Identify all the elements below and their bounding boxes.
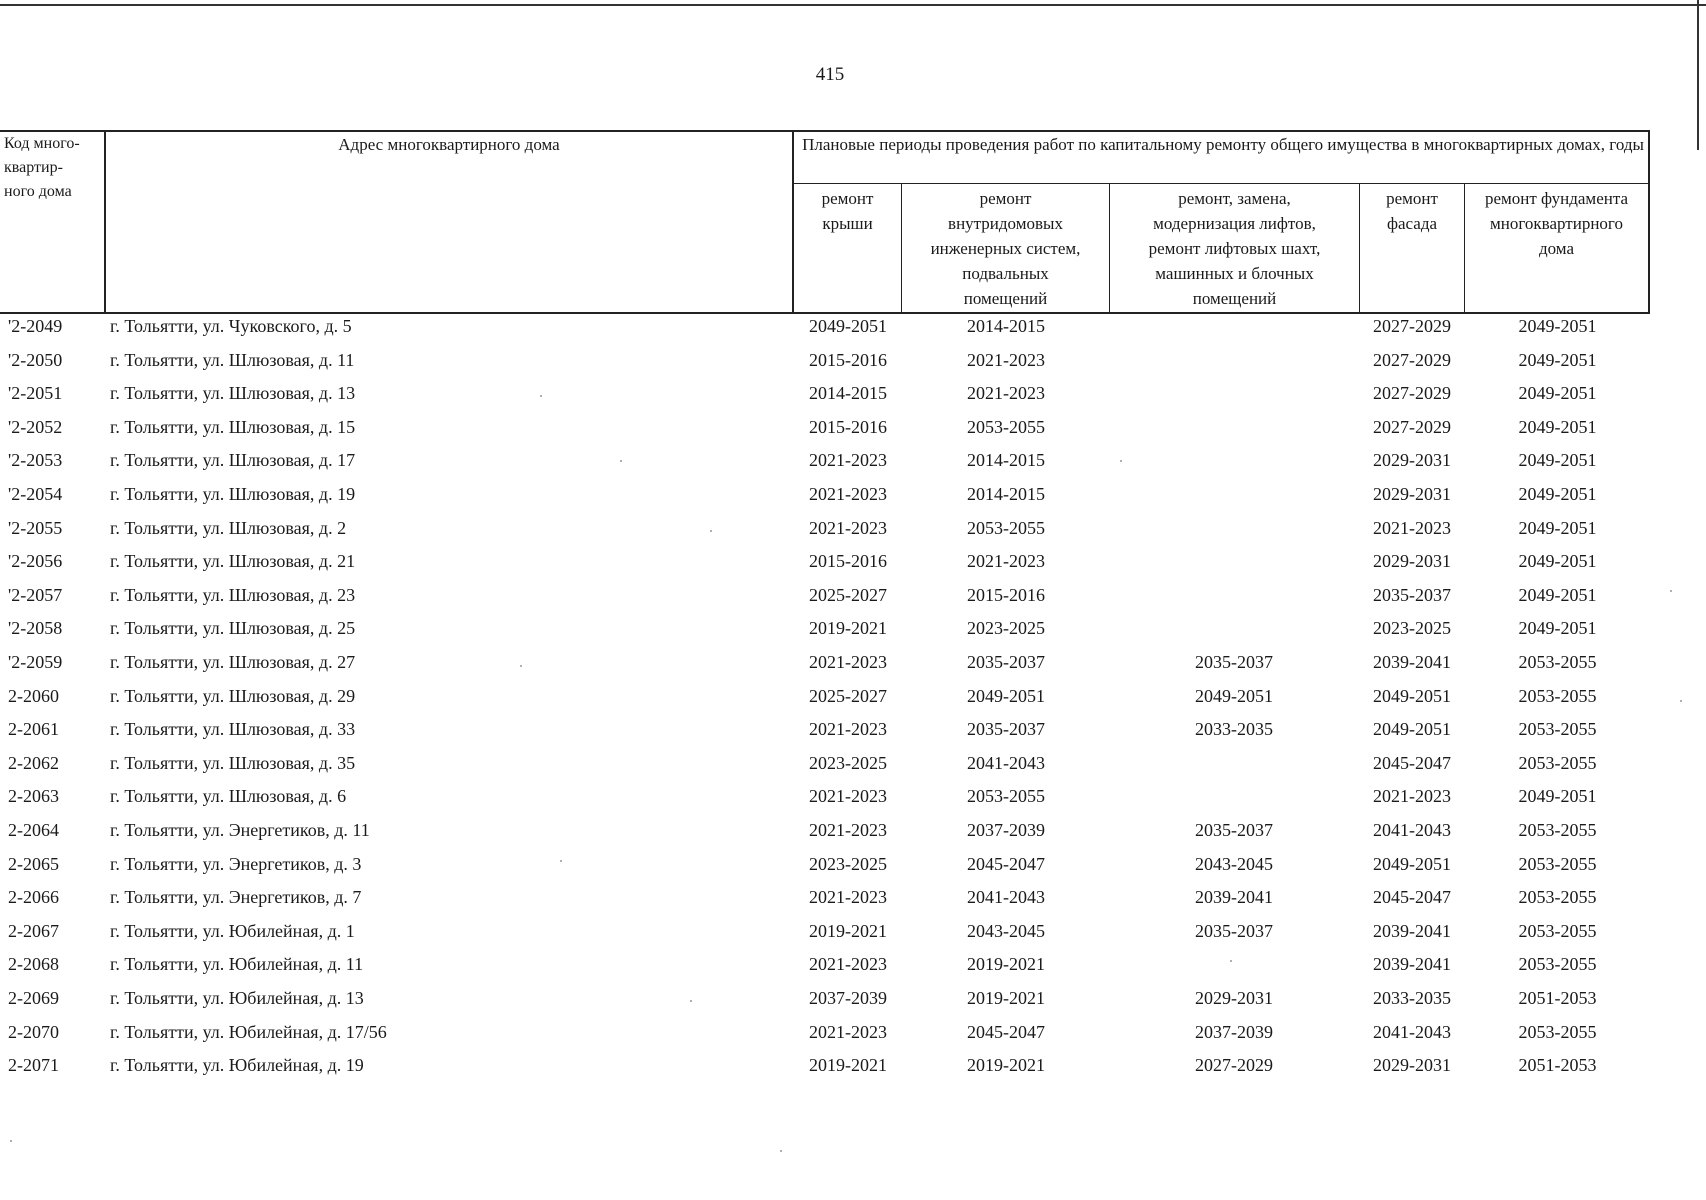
row-foundation: 2049-2051: [1518, 417, 1597, 437]
row-code: '2-2050: [8, 350, 63, 370]
row-engineering: 2041-2043: [967, 887, 1045, 907]
table-row: [0, 750, 1706, 783]
table-row: [0, 683, 1706, 716]
row-facade: 2027-2029: [1373, 383, 1451, 403]
row-engineering: 2037-2039: [967, 820, 1045, 840]
row-roof: 2021-2023: [809, 484, 887, 504]
row-address: г. Тольятти, ул. Энергетиков, д. 3: [110, 854, 362, 874]
col-divider-right: [1648, 130, 1650, 314]
row-roof: 2037-2039: [809, 988, 887, 1008]
row-address: г. Тольятти, ул. Шлюзовая, д. 19: [110, 484, 356, 504]
top-border-line: [0, 4, 1706, 6]
row-engineering: 2019-2021: [967, 954, 1045, 974]
row-foundation: 2049-2051: [1518, 518, 1597, 538]
row-code: 2-2068: [8, 954, 59, 974]
row-code: 2-2062: [8, 753, 59, 773]
row-code: 2-2066: [8, 887, 59, 907]
row-foundation: 2053-2055: [1518, 753, 1597, 773]
row-facade: 2039-2041: [1373, 652, 1451, 672]
row-engineering: 2014-2015: [967, 450, 1045, 470]
row-engineering: 2049-2051: [967, 686, 1045, 706]
row-facade: 2029-2031: [1373, 1055, 1451, 1075]
row-roof: 2021-2023: [809, 820, 887, 840]
row-address: г. Тольятти, ул. Шлюзовая, д. 21: [110, 551, 356, 571]
header-roof: ремонт крыши: [821, 189, 874, 233]
table-row: [0, 481, 1706, 514]
row-code: '2-2053: [8, 450, 63, 470]
row-code: 2-2070: [8, 1022, 59, 1042]
row-roof: 2021-2023: [809, 887, 887, 907]
row-code: 2-2064: [8, 820, 59, 840]
row-facade: 2021-2023: [1373, 786, 1451, 806]
row-roof: 2014-2015: [809, 383, 887, 403]
row-code: '2-2058: [8, 618, 63, 638]
row-engineering: 2041-2043: [967, 753, 1045, 773]
row-foundation: 2049-2051: [1518, 551, 1597, 571]
row-engineering: 2015-2016: [967, 585, 1045, 605]
row-facade: 2021-2023: [1373, 518, 1451, 538]
table-row: [0, 783, 1706, 816]
row-address: г. Тольятти, ул. Чуковского, д. 5: [110, 316, 352, 336]
row-foundation: 2049-2051: [1518, 450, 1597, 470]
row-address: г. Тольятти, ул. Юбилейная, д. 19: [110, 1055, 364, 1075]
row-lifts: 2037-2039: [1195, 1022, 1273, 1042]
row-facade: 2041-2043: [1373, 1022, 1451, 1042]
row-roof: 2021-2023: [809, 954, 887, 974]
row-engineering: 2053-2055: [967, 518, 1045, 538]
row-engineering: 2021-2023: [967, 350, 1045, 370]
row-address: г. Тольятти, ул. Энергетиков, д. 11: [110, 820, 370, 840]
row-address: г. Тольятти, ул. Энергетиков, д. 7: [110, 887, 362, 907]
row-address: г. Тольятти, ул. Юбилейная, д. 1: [110, 921, 355, 941]
row-code: '2-2059: [8, 652, 63, 672]
table-row: [0, 884, 1706, 917]
row-code: '2-2049: [8, 316, 63, 336]
row-roof: 2021-2023: [809, 518, 887, 538]
row-engineering: 2019-2021: [967, 1055, 1045, 1075]
row-lifts: 2043-2045: [1195, 854, 1273, 874]
row-roof: 2023-2025: [809, 854, 887, 874]
row-facade: 2029-2031: [1373, 450, 1451, 470]
row-address: г. Тольятти, ул. Юбилейная, д. 17/56: [110, 1022, 387, 1042]
row-foundation: 2049-2051: [1518, 585, 1597, 605]
row-engineering: 2035-2037: [967, 719, 1045, 739]
row-foundation: 2049-2051: [1518, 316, 1597, 336]
table-header: [0, 130, 1650, 315]
table-row: [0, 582, 1706, 615]
row-code: '2-2055: [8, 518, 63, 538]
row-address: г. Тольятти, ул. Шлюзовая, д. 13: [110, 383, 356, 403]
row-foundation: 2053-2055: [1518, 854, 1597, 874]
row-code: '2-2057: [8, 585, 63, 605]
row-code: 2-2067: [8, 921, 59, 941]
header-code: Код много- квартир- ного дома: [4, 135, 80, 200]
row-facade: 2045-2047: [1373, 887, 1451, 907]
right-border-line: [1697, 0, 1699, 150]
header-foundation: ремонт фундамента многоквартирного дома: [1484, 189, 1629, 258]
row-roof: 2021-2023: [809, 1022, 887, 1042]
row-address: г. Тольятти, ул. Шлюзовая, д. 2: [110, 518, 347, 538]
row-engineering: 2014-2015: [967, 484, 1045, 504]
row-engineering: 2021-2023: [967, 551, 1045, 571]
row-lifts: 2033-2035: [1195, 719, 1273, 739]
row-facade: 2029-2031: [1373, 551, 1451, 571]
row-facade: 2041-2043: [1373, 820, 1451, 840]
row-foundation: 2053-2055: [1518, 686, 1597, 706]
row-roof: 2021-2023: [809, 786, 887, 806]
row-foundation: 2053-2055: [1518, 820, 1597, 840]
table-row: [0, 447, 1706, 480]
row-facade: 2049-2051: [1373, 719, 1451, 739]
table-row: [0, 817, 1706, 850]
row-code: '2-2054: [8, 484, 63, 504]
row-roof: 2015-2016: [809, 551, 887, 571]
row-facade: 2049-2051: [1373, 854, 1451, 874]
row-code: 2-2069: [8, 988, 59, 1008]
row-lifts: 2039-2041: [1195, 887, 1273, 907]
row-code: 2-2071: [8, 1055, 59, 1075]
row-engineering: 2021-2023: [967, 383, 1045, 403]
table-row: [0, 548, 1706, 581]
row-foundation: 2053-2055: [1518, 1022, 1597, 1042]
row-roof: 2021-2023: [809, 652, 887, 672]
row-code: 2-2061: [8, 719, 59, 739]
row-facade: 2033-2035: [1373, 988, 1451, 1008]
table-row: [0, 615, 1706, 648]
row-address: г. Тольятти, ул. Шлюзовая, д. 15: [110, 417, 356, 437]
header-address: Адрес многоквартирного дома: [338, 135, 560, 154]
page-number: 415: [815, 64, 845, 85]
table-row: [0, 649, 1706, 682]
row-roof: 2019-2021: [809, 1055, 887, 1075]
table-row: [0, 851, 1706, 884]
row-lifts: 2049-2051: [1195, 686, 1273, 706]
row-foundation: 2053-2055: [1518, 719, 1597, 739]
row-facade: 2039-2041: [1373, 954, 1451, 974]
table-row: [0, 918, 1706, 951]
row-facade: 2027-2029: [1373, 316, 1451, 336]
row-facade: 2035-2037: [1373, 585, 1451, 605]
table-row: [0, 380, 1706, 413]
row-address: г. Тольятти, ул. Шлюзовая, д. 6: [110, 786, 347, 806]
row-facade: 2049-2051: [1373, 686, 1451, 706]
row-lifts: 2035-2037: [1195, 820, 1273, 840]
header-engineering: ремонт внутридомовых инженерных систем, подвальных помещений: [930, 189, 1081, 308]
row-code: 2-2063: [8, 786, 59, 806]
header-group: Плановые периоды проведения работ по капитальному ремонту общего имущества в многоквартирных домах, годы: [802, 135, 1644, 154]
row-foundation: 2053-2055: [1518, 921, 1597, 941]
row-address: г. Тольятти, ул. Шлюзовая, д. 23: [110, 585, 356, 605]
row-roof: 2049-2051: [809, 316, 887, 336]
row-address: г. Тольятти, ул. Шлюзовая, д. 35: [110, 753, 356, 773]
table-row: [0, 1019, 1706, 1052]
row-engineering: 2035-2037: [967, 652, 1045, 672]
row-engineering: 2043-2045: [967, 921, 1045, 941]
row-address: г. Тольятти, ул. Шлюзовая, д. 11: [110, 350, 355, 370]
row-engineering: 2019-2021: [967, 988, 1045, 1008]
row-lifts: 2029-2031: [1195, 988, 1273, 1008]
row-code: '2-2052: [8, 417, 63, 437]
row-foundation: 2051-2053: [1518, 1055, 1597, 1075]
row-foundation: 2049-2051: [1518, 618, 1597, 638]
row-code: '2-2051: [8, 383, 63, 403]
table-row: [0, 313, 1706, 346]
row-roof: 2021-2023: [809, 450, 887, 470]
table-row: [0, 515, 1706, 548]
row-code: 2-2065: [8, 854, 59, 874]
row-roof: 2015-2016: [809, 417, 887, 437]
row-foundation: 2053-2055: [1518, 954, 1597, 974]
row-roof: 2019-2021: [809, 618, 887, 638]
row-facade: 2045-2047: [1373, 753, 1451, 773]
row-address: г. Тольятти, ул. Шлюзовая, д. 25: [110, 618, 356, 638]
row-address: г. Тольятти, ул. Юбилейная, д. 13: [110, 988, 364, 1008]
row-roof: 2015-2016: [809, 350, 887, 370]
row-roof: 2023-2025: [809, 753, 887, 773]
row-roof: 2021-2023: [809, 719, 887, 739]
row-engineering: 2023-2025: [967, 618, 1045, 638]
row-address: г. Тольятти, ул. Шлюзовая, д. 17: [110, 450, 356, 470]
row-foundation: 2051-2053: [1518, 988, 1597, 1008]
row-facade: 2029-2031: [1373, 484, 1451, 504]
row-foundation: 2049-2051: [1518, 484, 1597, 504]
row-engineering: 2045-2047: [967, 854, 1045, 874]
row-engineering: 2045-2047: [967, 1022, 1045, 1042]
row-facade: 2027-2029: [1373, 417, 1451, 437]
row-engineering: 2014-2015: [967, 316, 1045, 336]
row-lifts: 2027-2029: [1195, 1055, 1273, 1075]
row-roof: 2025-2027: [809, 585, 887, 605]
table-row: [0, 347, 1706, 380]
row-facade: 2027-2029: [1373, 350, 1451, 370]
row-code: '2-2056: [8, 551, 63, 571]
row-facade: 2023-2025: [1373, 618, 1451, 638]
row-engineering: 2053-2055: [967, 417, 1045, 437]
table-row: [0, 716, 1706, 749]
row-engineering: 2053-2055: [967, 786, 1045, 806]
row-address: г. Тольятти, ул. Шлюзовая, д. 27: [110, 652, 356, 672]
row-address: г. Тольятти, ул. Шлюзовая, д. 29: [110, 686, 356, 706]
row-foundation: 2049-2051: [1518, 786, 1597, 806]
row-facade: 2039-2041: [1373, 921, 1451, 941]
row-code: 2-2060: [8, 686, 59, 706]
row-foundation: 2053-2055: [1518, 887, 1597, 907]
row-foundation: 2053-2055: [1518, 652, 1597, 672]
table-row: [0, 1052, 1706, 1085]
group-under-rule: [792, 183, 1650, 184]
row-roof: 2025-2027: [809, 686, 887, 706]
table-row: [0, 985, 1706, 1018]
row-foundation: 2049-2051: [1518, 383, 1597, 403]
header-lifts: ремонт, замена, модернизация лифтов, ремонт лифтовых шахт, машинных и блочных помещений: [1148, 189, 1321, 308]
row-foundation: 2049-2051: [1518, 350, 1597, 370]
row-lifts: 2035-2037: [1195, 921, 1273, 941]
table-row: [0, 414, 1706, 447]
row-address: г. Тольятти, ул. Юбилейная, д. 11: [110, 954, 364, 974]
row-roof: 2019-2021: [809, 921, 887, 941]
row-address: г. Тольятти, ул. Шлюзовая, д. 33: [110, 719, 356, 739]
header-facade: ремонт фасада: [1386, 189, 1438, 233]
row-lifts: 2035-2037: [1195, 652, 1273, 672]
table-row: [0, 951, 1706, 984]
